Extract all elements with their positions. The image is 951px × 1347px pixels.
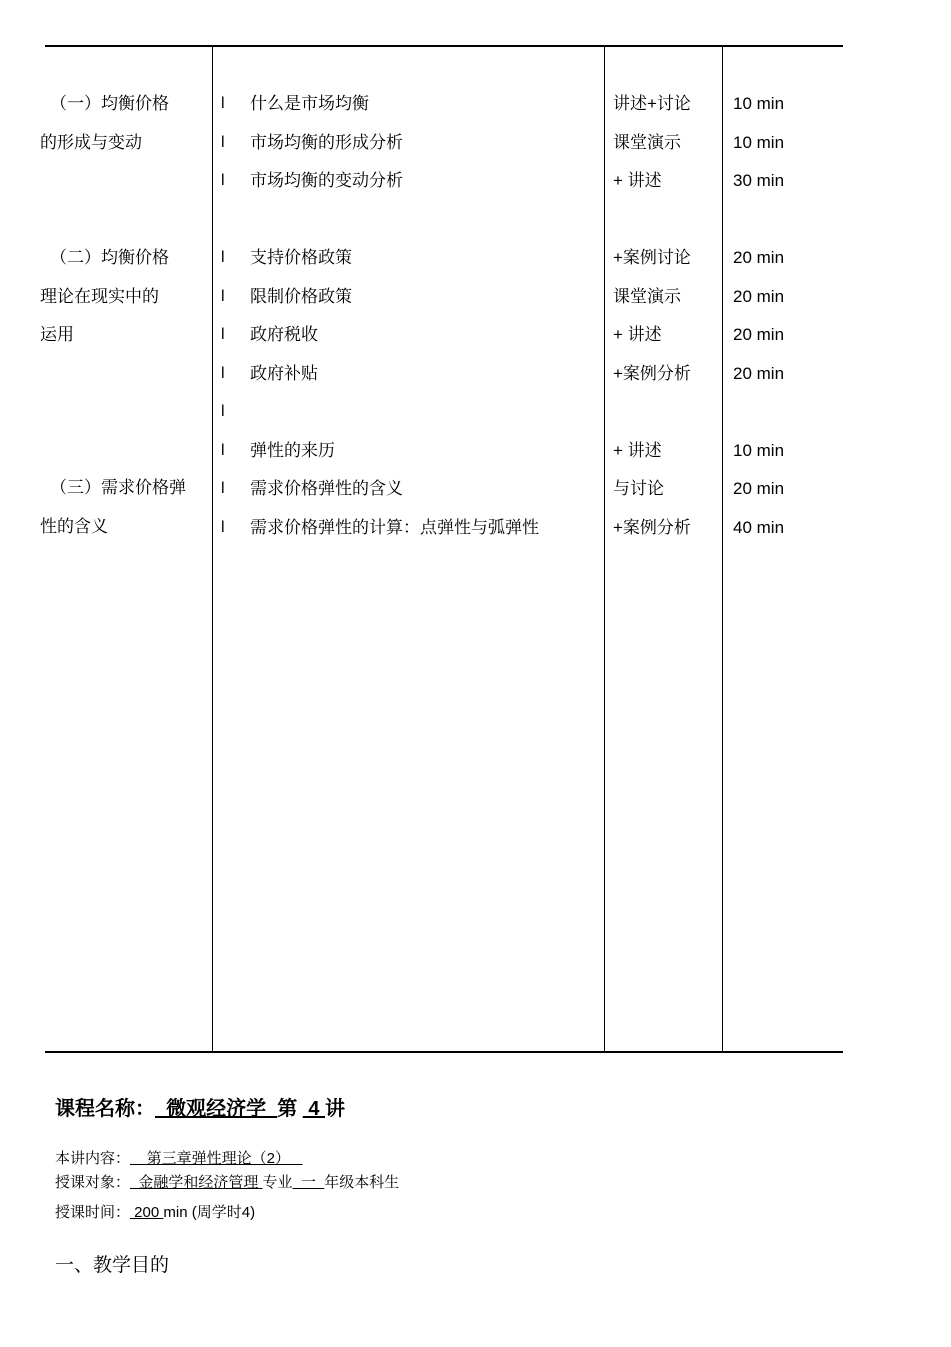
content-item xyxy=(250,201,539,240)
time-item: 10 min xyxy=(733,94,785,113)
content-column xyxy=(250,85,539,547)
bullet-mark: l xyxy=(221,441,225,459)
bullet-mark: l xyxy=(221,326,225,343)
time-item: 20 min xyxy=(733,363,785,383)
bullet-mark: l xyxy=(221,249,225,266)
time-value: 200 xyxy=(130,1204,164,1221)
time-item: 10 min xyxy=(733,440,785,460)
method-item: 课堂演示 xyxy=(613,286,681,306)
bullet-mark: l xyxy=(221,172,225,189)
bullet-mark: l xyxy=(221,518,225,536)
content-item: 限制价格政策 xyxy=(250,286,352,306)
method-item: 课堂演示 xyxy=(613,132,681,152)
topic-line: （三）需求价格弹 xyxy=(50,478,186,497)
content-item: 什么是市场均衡 xyxy=(250,94,369,113)
time-item: 20 min xyxy=(733,325,785,344)
audience-line xyxy=(55,1171,399,1192)
column-divider xyxy=(722,47,723,1051)
content-item: 支持价格政策 xyxy=(250,248,352,267)
bullet-mark: l xyxy=(221,364,225,382)
topic-cell xyxy=(40,469,215,546)
time-item xyxy=(733,201,784,240)
audience-major-suffix: 专业 xyxy=(262,1174,293,1191)
topic-cell xyxy=(40,85,215,162)
content-item: 需求价格弹性的含义 xyxy=(250,479,403,498)
method-item xyxy=(613,201,691,240)
bullet-mark: l xyxy=(221,133,225,151)
time-suffix: min (周学时4) xyxy=(163,1204,256,1221)
method-item: + 讲述 xyxy=(613,440,662,460)
course-title xyxy=(55,1092,345,1121)
method-column xyxy=(613,85,691,547)
method-item: +案例讨论 xyxy=(613,248,691,267)
audience-grade: 一 xyxy=(292,1174,325,1191)
time-item: 20 min xyxy=(733,248,785,267)
time-item xyxy=(733,393,784,432)
lecture-prefix: 第 xyxy=(277,1098,303,1120)
column-divider xyxy=(212,47,213,1051)
content-item: 政府补贴 xyxy=(250,363,318,383)
topic-line: （一）均衡价格 xyxy=(50,94,169,113)
time-column xyxy=(733,85,784,547)
content-item: 需求价格弹性的计算：点弹性与弧弹性 xyxy=(250,517,539,537)
audience-label: 授课对象： xyxy=(55,1174,131,1191)
time-item: 40 min xyxy=(733,517,785,537)
class-time-line xyxy=(55,1201,255,1222)
topic-line: 的形成与变动 xyxy=(40,132,142,152)
course-title-label: 课程名称： xyxy=(55,1098,155,1120)
course-name: 微观经济学 xyxy=(155,1098,278,1120)
topic-line: 理论在现实中的 xyxy=(40,286,159,306)
audience-grade-suffix: 年级本科生 xyxy=(324,1174,400,1191)
content-item: 弹性的来历 xyxy=(250,440,335,460)
time-item: 30 min xyxy=(733,171,785,190)
content-item: 市场均衡的变动分析 xyxy=(250,171,403,190)
lecture-number: 4 xyxy=(302,1098,326,1120)
topic-cell xyxy=(40,239,215,355)
bullet-mark: l xyxy=(221,480,225,497)
method-item: +案例分析 xyxy=(613,517,691,537)
content-item xyxy=(250,393,539,432)
bullet-mark: l xyxy=(221,403,225,420)
lecture-content-line xyxy=(55,1147,303,1168)
content-item: 政府税收 xyxy=(250,325,318,344)
content-value: 第三章弹性理论（2） xyxy=(130,1150,303,1167)
content-label: 本讲内容： xyxy=(55,1150,131,1167)
method-item: + 讲述 xyxy=(613,325,662,344)
method-item: 讲述+讨论 xyxy=(613,94,691,113)
bullet-mark: l xyxy=(221,95,225,112)
content-item: 市场均衡的形成分析 xyxy=(250,132,403,152)
topic-line: 运用 xyxy=(40,325,74,344)
method-item: +案例分析 xyxy=(613,363,691,383)
time-item: 10 min xyxy=(733,132,785,152)
section-heading: 一、教学目的 xyxy=(55,1255,170,1276)
time-item: 20 min xyxy=(733,479,785,498)
bullet-column xyxy=(221,85,225,547)
method-item: + 讲述 xyxy=(613,171,662,190)
bullet-mark: l xyxy=(221,287,225,305)
audience-major: 金融学和经济管理 xyxy=(130,1174,263,1191)
method-item xyxy=(613,393,691,432)
topic-line: 性的含义 xyxy=(40,516,108,536)
method-item: 与讨论 xyxy=(613,479,664,498)
time-item: 20 min xyxy=(733,286,785,306)
lecture-suffix: 讲 xyxy=(325,1098,346,1120)
lesson-plan-table xyxy=(40,45,843,1053)
time-label: 授课时间： xyxy=(55,1204,131,1221)
column-divider xyxy=(604,47,605,1051)
topic-line: （二）均衡价格 xyxy=(50,248,169,267)
